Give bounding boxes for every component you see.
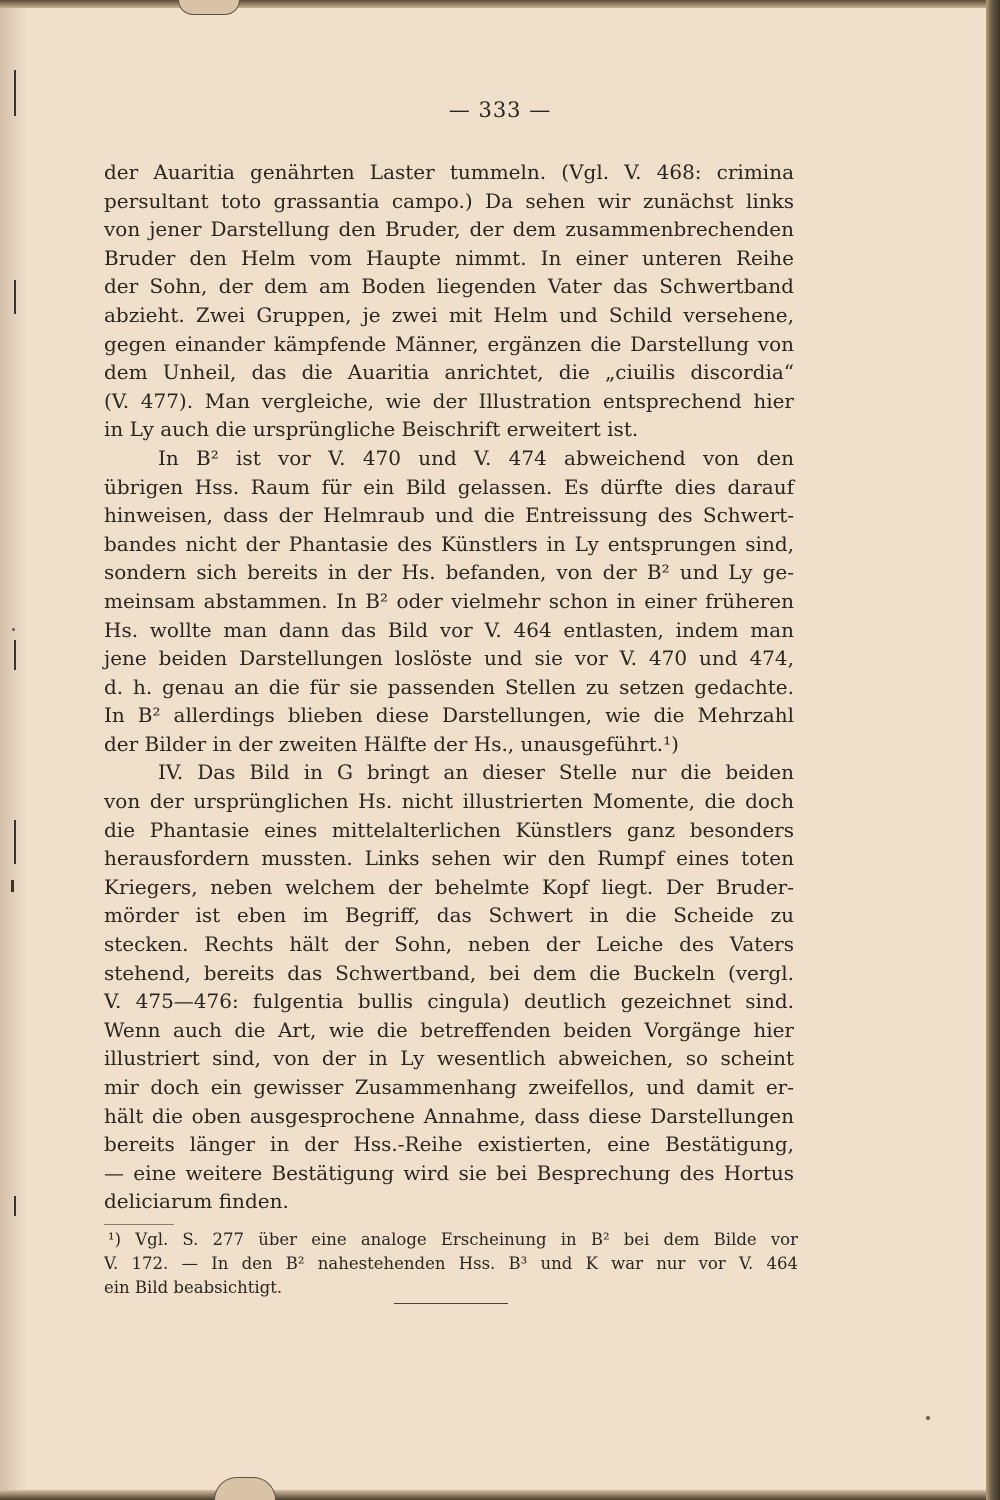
text-line: deliciarum finden. xyxy=(104,1189,289,1214)
footnotes xyxy=(104,1228,798,1300)
text-line: mir doch ein gewisser Zusammenhang zweifellos, und damit er- xyxy=(104,1075,794,1099)
text-line: — eine weitere Bestätigung wird sie bei Besprechung des Hortus xyxy=(104,1160,794,1185)
text-line: stecken. Rechts hält der Sohn, neben der Leiche des Vaters xyxy=(104,932,794,957)
text-line: der Sohn, der dem am Boden liegenden Vater das Schwertband xyxy=(104,274,794,299)
text-line: Bruder den Helm vom Haupte nimmt. In einer unteren Reihe xyxy=(104,245,794,270)
text-line: bandes nicht der Phantasie des Künstlers in Ly entsprungen sind, xyxy=(104,531,794,556)
bottom-page-edge xyxy=(0,1490,1000,1500)
text-line: V. 475—476: fulgentia bullis cingula) deutlich gezeichnet sind. xyxy=(104,989,794,1014)
text-line: Hs. wollte man dann das Bild vor V. 464 entlasten, indem man xyxy=(104,617,794,642)
binding-clip-top xyxy=(178,0,240,15)
paper-speck xyxy=(12,628,15,631)
text-line: übrigen Hss. Raum für ein Bild gelassen. Es dürfte dies darauf xyxy=(104,474,794,499)
text-line: dem Unheil, das die Auaritia anrichtet, die „ciuilis discordia“ xyxy=(104,360,794,385)
text-line: jene beiden Darstellungen loslöste und sie vor V. 470 und 474, xyxy=(104,646,794,671)
binding-clip-bottom xyxy=(214,1477,276,1500)
text-line: der Auaritia genährten Laster tummeln. (Vgl. V. 468: crimina xyxy=(104,160,794,184)
text-line: mörder ist eben im Begriff, das Schwert in die Scheide zu xyxy=(104,903,794,928)
text-line: persultant toto grassantia campo.) Da sehen wir zunächst links xyxy=(104,188,794,213)
footnote-line: ein Bild beabsichtigt. xyxy=(104,1278,283,1297)
text-line: von jener Darstellung den Bruder, der dem zusammenbrechenden xyxy=(104,217,794,242)
text-line: stehend, bereits das Schwertband, bei dem die Buckeln (vergl. xyxy=(104,960,794,985)
text-line: meinsam abstammen. In B² oder vielmehr schon in einer früheren xyxy=(104,588,794,613)
text-line: In B² ist vor V. 470 und V. 474 abweichend von den xyxy=(158,445,794,470)
text-line: Wenn auch die Art, wie die betreffenden beiden Vorgänge hier xyxy=(104,1017,794,1042)
text-line: d. h. genau an die für sie passenden Stellen zu setzen gedachte. xyxy=(104,674,794,699)
text-line: in Ly auch die ursprüngliche Beischrift erweitert ist. xyxy=(104,417,639,442)
page-gutter-shadow xyxy=(0,0,26,1500)
end-rule xyxy=(394,1303,508,1304)
text-line: bereits länger in der Hss.-Reihe existierten, eine Bestätigung, xyxy=(104,1132,794,1157)
text-line: herausfordern mussten. Links sehen wir den Rumpf eines toten xyxy=(104,846,794,871)
margin-mark xyxy=(14,1196,16,1216)
text-line: sondern sich bereits in der Hs. befanden, von der B² und Ly ge- xyxy=(104,560,794,585)
text-line: von der ursprünglichen Hs. nicht illustrierten Momente, die doch xyxy=(104,789,794,814)
text-line: hinweisen, dass der Helmraub und die Entreissung des Schwert- xyxy=(104,503,794,528)
text-line: (V. 477). Man vergleiche, wie der Illustration entsprechend hier xyxy=(104,388,794,413)
text-line: gegen einander kämpfende Männer, ergänzen die Darstellung von xyxy=(104,331,794,356)
text-line: In B² allerdings blieben diese Darstellungen, wie die Mehrzahl xyxy=(104,703,794,728)
text-line: illustriert sind, von der in Ly wesentlich abweichen, so scheint xyxy=(104,1046,794,1071)
footnote-line: ¹) Vgl. S. 277 über eine analoge Erscheinung in B² bei dem Bilde vor xyxy=(108,1230,798,1249)
page-number: — 333 — xyxy=(448,98,552,122)
text-line: abzieht. Zwei Gruppen, je zwei mit Helm und Schild versehene, xyxy=(104,302,794,327)
margin-mark xyxy=(14,640,16,670)
text-line: die Phantasie eines mittelalterlichen Künstlers ganz besonders xyxy=(104,817,794,842)
text-line: Kriegers, neben welchem der behelmte Kopf liegt. Der Bruder- xyxy=(104,874,794,899)
paper-speck xyxy=(926,1416,930,1420)
body-text xyxy=(104,158,794,1216)
margin-mark xyxy=(11,880,14,892)
top-page-edge xyxy=(0,0,1000,8)
text-line: hält die oben ausgesprochene Annahme, dass diese Darstellungen xyxy=(104,1103,794,1128)
footnote-separator xyxy=(104,1224,174,1225)
text-line: IV. Das Bild in G bringt an dieser Stelle nur die beiden xyxy=(158,760,794,785)
footnote-line: V. 172. — In den B² nahestehenden Hss. B³ und K war nur vor V. 464 xyxy=(104,1254,798,1273)
margin-mark xyxy=(14,280,16,314)
margin-mark xyxy=(14,820,16,864)
text-line: der Bilder in der zweiten Hälfte der Hs., unausgeführt.¹) xyxy=(104,731,679,756)
book-binding-edge xyxy=(986,0,1000,1500)
